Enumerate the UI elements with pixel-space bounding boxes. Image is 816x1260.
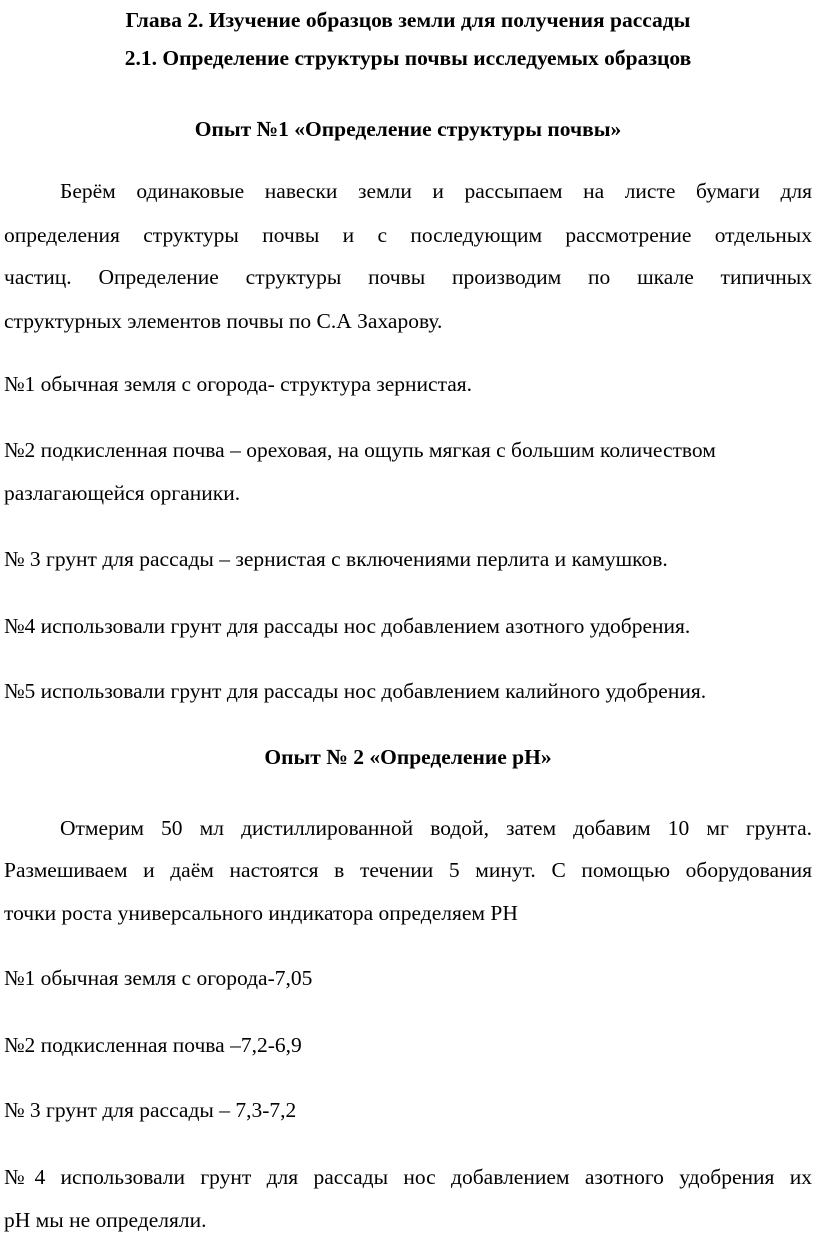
experiment1-item: №4 использовали грунт для рассады нос добавлением азотного удобрения.: [4, 614, 691, 638]
experiment2-item: №4 использовали грунт для рассады нос добавлением азотного удобрения их: [4, 1165, 812, 1189]
experiment1-item: №1 обычная земля с огорода- структура зернистая.: [4, 372, 473, 396]
experiment2-item: рН мы не определяли.: [4, 1208, 207, 1232]
experiment1-item: разлагающейся органики.: [4, 481, 241, 505]
experiment1-paragraph-line: частиц. Определение структуры почвы производим по шкале типичных: [4, 265, 812, 289]
experiment1-paragraph-line: Берём одинаковые навески земли и рассыпаем на листе бумаги для: [60, 179, 812, 203]
experiment1-item: № 3 грунт для рассады – зернистая с включениями перлита и камушков.: [4, 547, 668, 571]
experiment1-title: Опыт №1 «Определение структуры почвы»: [194, 117, 622, 141]
experiment2-paragraph-line: Размешиваем и даём настоятся в течении 5 минут. С помощью оборудования: [4, 858, 812, 882]
experiment2-paragraph-line: Отмерим 50 мл дистиллированной водой, затем добавим 10 мг грунта.: [60, 816, 812, 840]
experiment2-item: № 3 грунт для рассады – 7,3-7,2: [4, 1098, 297, 1122]
chapter-heading: Глава 2. Изучение образцов земли для получения рассады: [125, 8, 691, 32]
experiment2-title: Опыт № 2 «Определение рН»: [264, 745, 552, 769]
experiment1-paragraph-line: определения структуры почвы и с последующим рассмотрение отдельных: [4, 223, 812, 247]
section-heading: 2.1. Определение структуры почвы исследуемых образцов: [124, 46, 692, 70]
experiment2-item: №2 подкисленная почва –7,2-6,9: [4, 1033, 302, 1057]
experiment2-item: №1 обычная земля с огорода-7,05: [4, 966, 313, 990]
experiment1-item: №2 подкисленная почва – ореховая, на ощупь мягкая с большим количеством: [4, 438, 716, 462]
experiment1-paragraph-line: структурных элементов почвы по С.А Захарову.: [4, 309, 443, 333]
experiment1-item: №5 использовали грунт для рассады нос добавлением калийного удобрения.: [4, 679, 707, 703]
experiment2-paragraph-line: точки роста универсального индикатора определяем РН: [4, 901, 518, 925]
